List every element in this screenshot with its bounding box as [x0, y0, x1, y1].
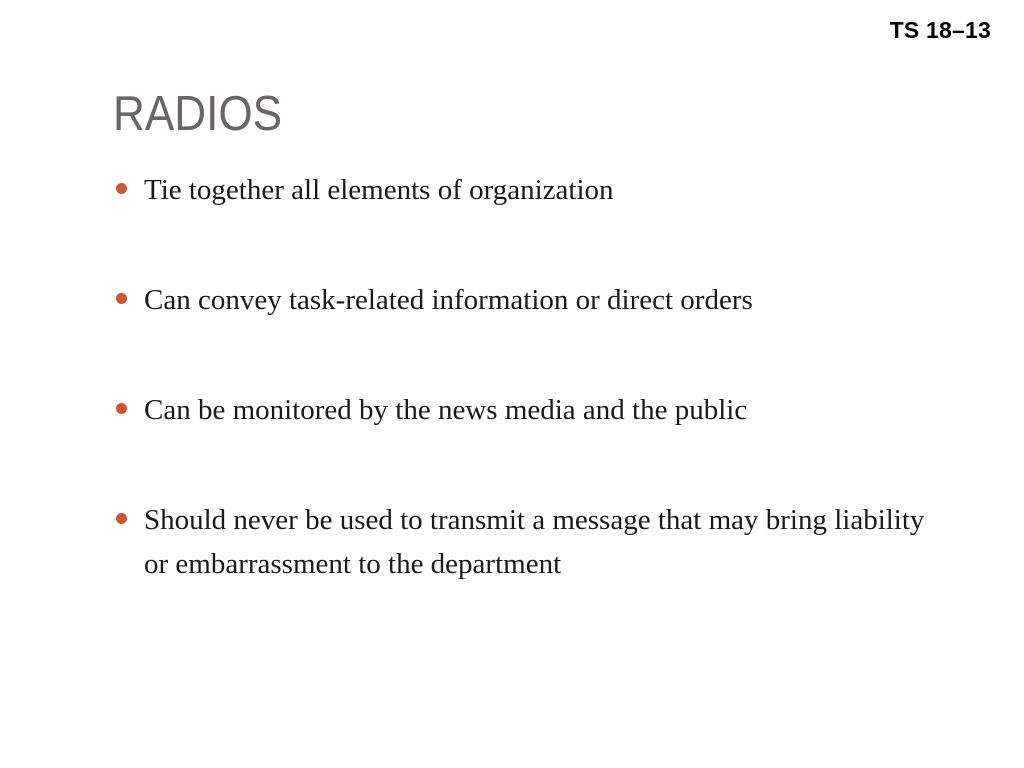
bullet-dot-icon — [116, 293, 127, 304]
slide-number: TS 18–13 — [889, 17, 991, 43]
bullet-dot-icon — [116, 183, 127, 194]
bullet-text: Should never be used to transmit a message that may bring liability or embarrassment to the department — [144, 504, 925, 580]
bullet-text: Can convey task-related information or direct orders — [144, 284, 753, 316]
bullet-dot-icon — [116, 403, 127, 414]
bullet-item — [113, 388, 943, 432]
bullet-item — [113, 498, 943, 586]
bullet-item — [113, 168, 943, 212]
bullet-text: Can be monitored by the news media and the public — [144, 394, 748, 426]
slide-title: RADIOS — [113, 87, 283, 141]
bullet-dot-icon — [116, 513, 127, 524]
bullet-list — [113, 168, 943, 586]
bullet-item — [113, 278, 943, 322]
bullet-text: Tie together all elements of organization — [144, 174, 614, 206]
